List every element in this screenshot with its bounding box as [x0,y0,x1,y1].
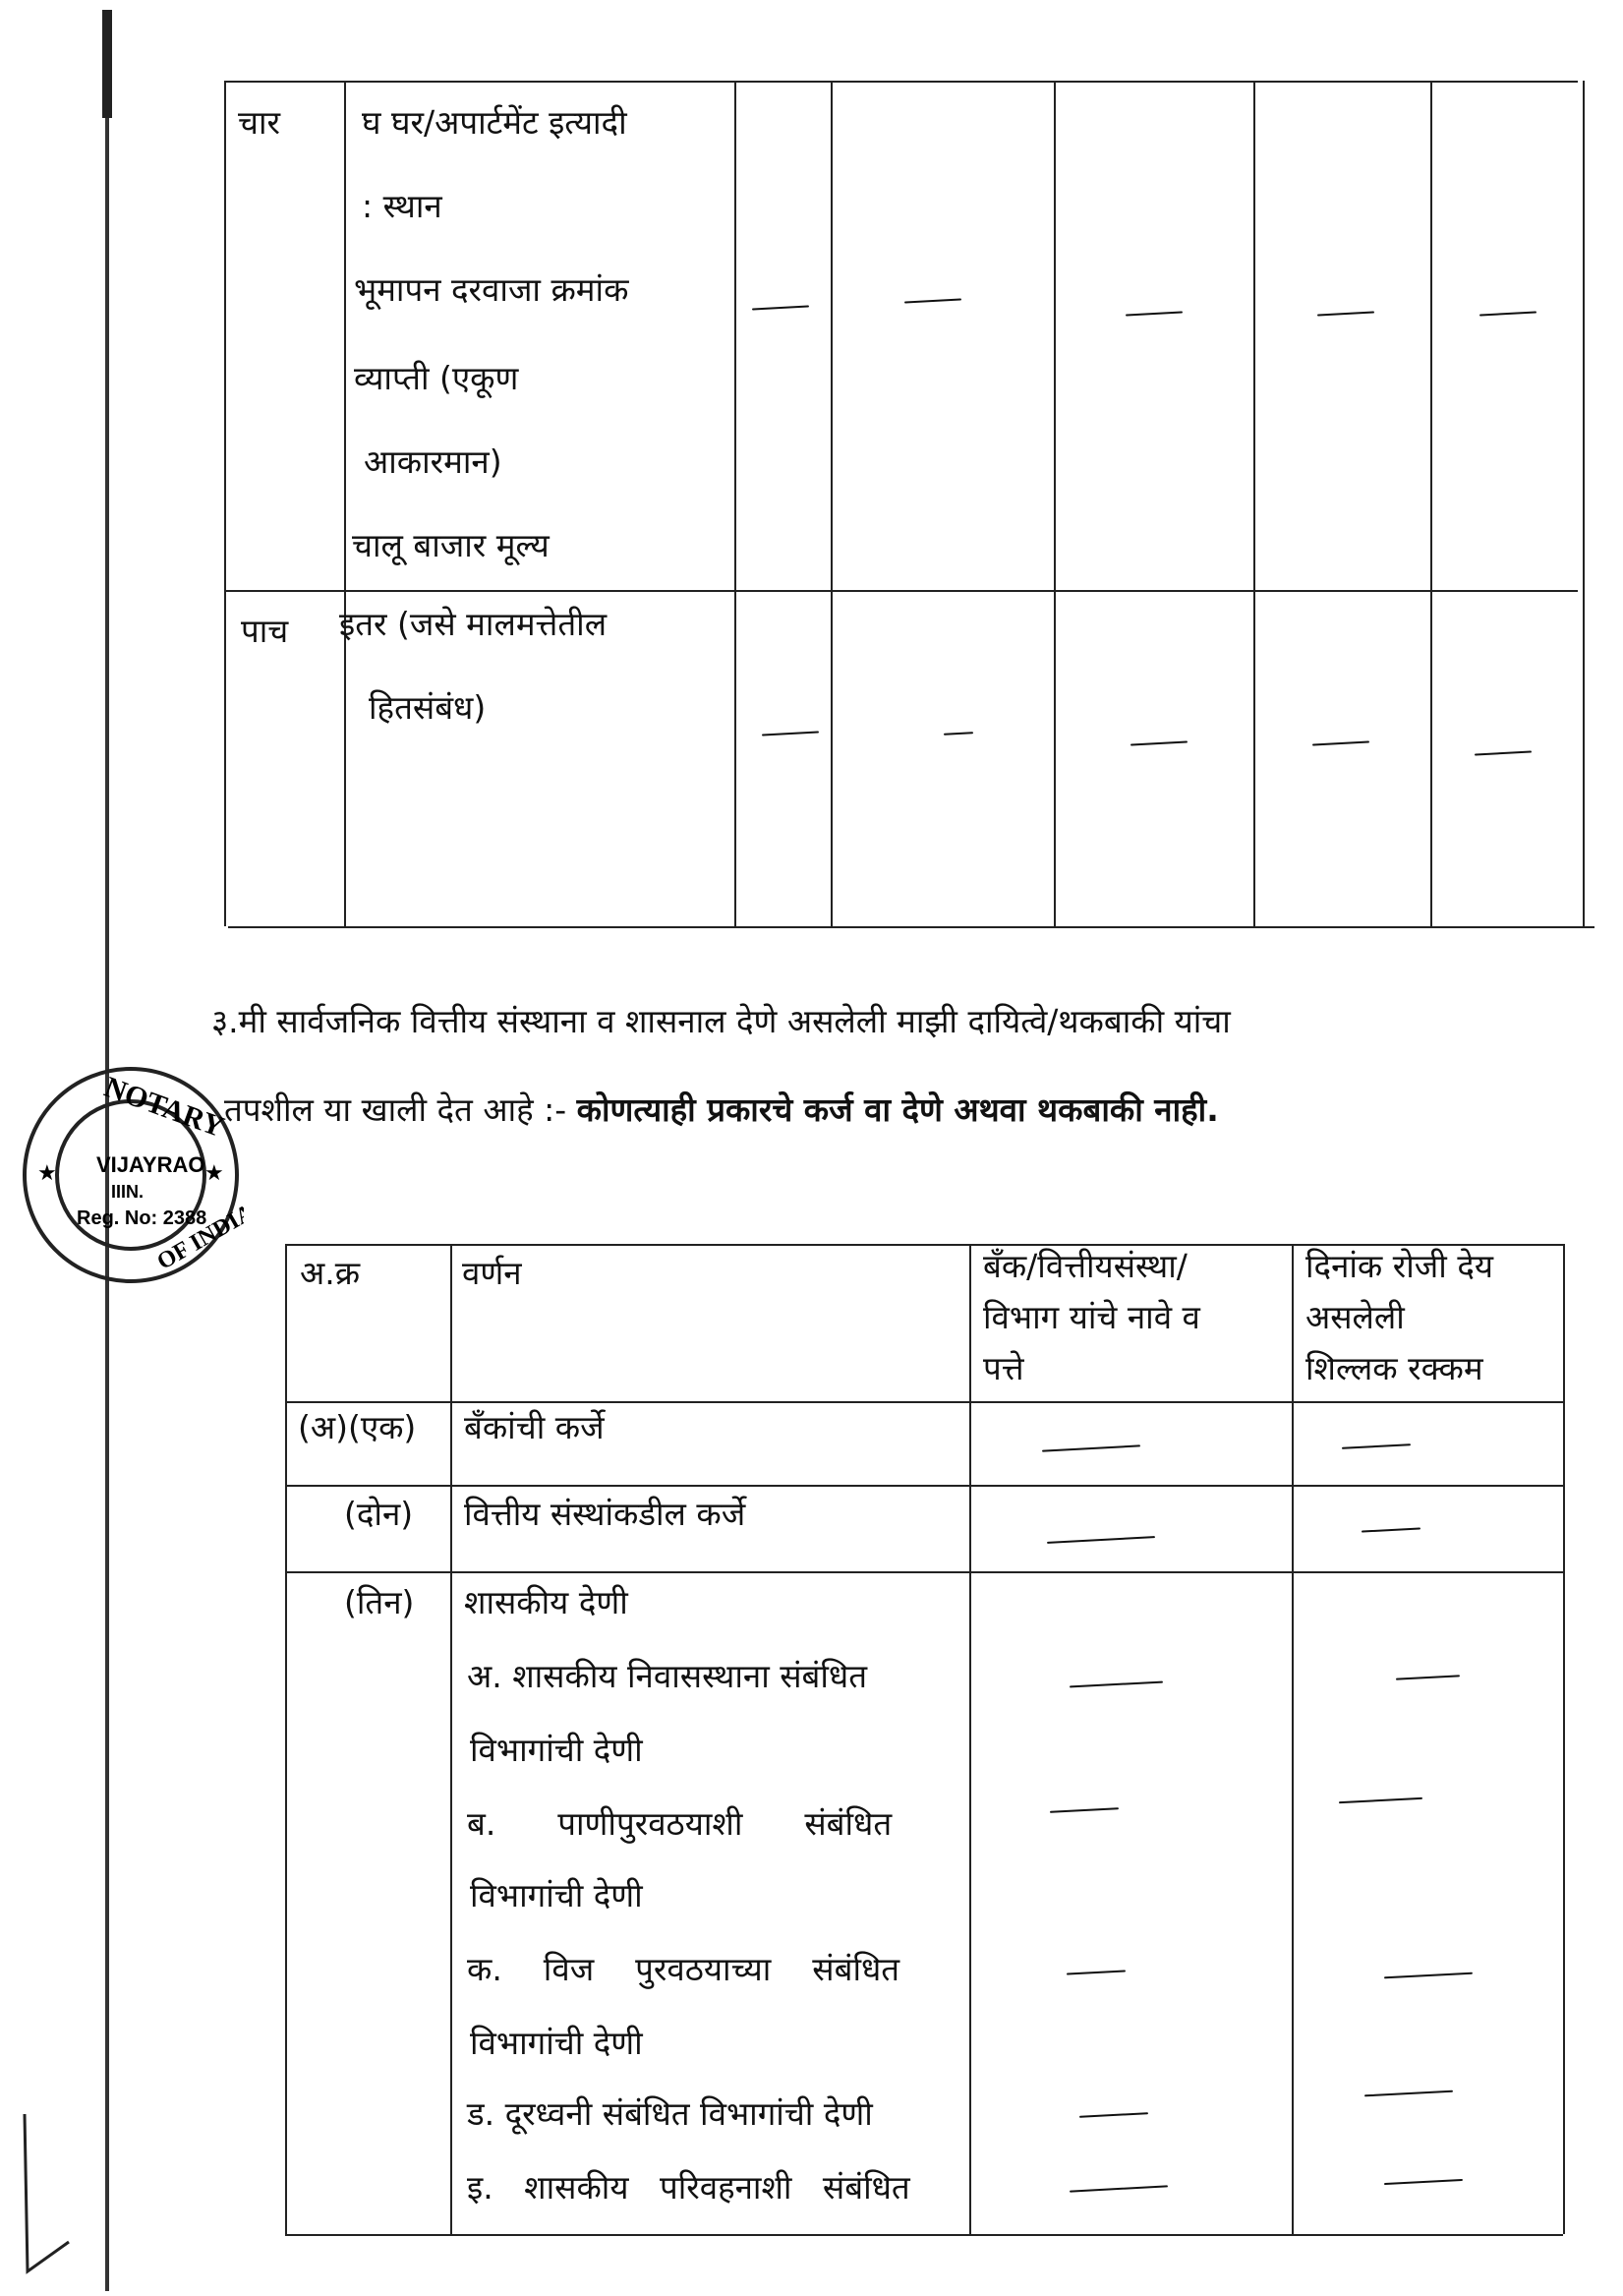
empty-value-dash [1317,311,1374,316]
row-number: (दोन) [344,1495,414,1533]
section3-no-liabilities: कोणत्याही प्रकारचे कर्ज वा देणे अथवा थकबाकी नाही. [576,1090,1219,1129]
notary-stamp [18,1062,244,1288]
subitem-line: ड. दूरध्वनी संबंधित विभागांची देणी [467,2094,873,2133]
empty-value-dash [1130,740,1188,745]
subitem-line: अ. शासकीय निवासस्थाना संबंधित [467,1657,868,1695]
svg-text:★: ★ [37,1161,57,1186]
header-description: वर्णन [462,1254,522,1292]
header-bank-line: पत्ते [983,1349,1024,1387]
empty-value-dash [1364,2090,1453,2097]
header-bank-line: विभाग यांचे नावे व [983,1298,1200,1336]
subitem-line: इ. शासकीय परिवहनाशी संबंधित [467,2168,910,2207]
row-desc-line: भूमापन दरवाजा क्रमांक [354,270,629,309]
empty-value-dash [1475,750,1532,755]
empty-value-dash [904,298,961,303]
empty-value-dash [1067,1970,1126,1974]
row-number: पाच [241,612,289,650]
header-amount-line: दिनांक रोजी देय [1305,1247,1493,1285]
empty-value-dash [752,305,809,310]
row-number: चार [238,103,280,142]
empty-value-dash [1362,1527,1420,1532]
empty-value-dash [1047,1536,1155,1544]
subitem-line: विभागांची देणी [470,2024,643,2062]
margin-line-thick [102,10,112,118]
pen-mark-icon [10,2104,98,2281]
subitem-line: ब. पाणीपुरवठयाशी संबंधित [467,1804,893,1843]
header-amount-line: असलेली [1305,1298,1405,1336]
row-description: वित्तीय संस्थांकडील कर्जे [464,1495,746,1533]
header-bank-line: बँक/वित्तीयसंस्था/ [983,1247,1188,1285]
empty-value-dash [944,732,973,736]
empty-value-dash [1384,1972,1473,1979]
row-description: शासकीय देणी [464,1583,628,1621]
row-desc-line: इतर (जसे मालमत्तेतील [339,605,608,643]
empty-value-dash [1126,311,1183,316]
empty-value-dash [1070,2185,1168,2192]
empty-value-dash [1079,2112,1148,2118]
empty-value-dash [1042,1444,1140,1451]
svg-text:VIJAYRAO: VIJAYRAO [96,1152,205,1177]
svg-text:Reg. No: 2388: Reg. No: 2388 [77,1207,207,1229]
subitem-line: विभागांची देणी [470,1876,643,1914]
empty-value-dash [1070,1681,1163,1688]
row-desc-line: हितसंबंध) [369,688,487,727]
empty-value-dash [1312,740,1369,745]
header-amount-line: शिल्लक रक्कम [1305,1349,1483,1387]
row-desc-line: व्याप्ती (एकूण [354,359,519,397]
empty-value-dash [1342,1443,1411,1449]
empty-value-dash [1339,1797,1422,1803]
row-number: (अ)(एक) [298,1408,417,1446]
svg-text:OF INDIA: OF INDIA [152,1199,244,1275]
subitem-line: क. विज पुरवठयाच्या संबंधित [467,1950,900,1988]
svg-text:IIIN.: IIIN. [111,1182,145,1202]
row-desc-line: घ घर/अपार्टमेंट इत्यादी [362,103,627,142]
svg-text:NOTARY: NOTARY [99,1070,229,1145]
row-number: (तिन) [344,1583,415,1621]
row-desc-line: आकारमान) [364,442,502,481]
empty-value-dash [762,731,819,736]
row-desc-line: चालू बाजार मूल्य [352,526,550,564]
row-desc-line: : स्थान [362,187,442,225]
header-serial: अ.क्र [300,1254,361,1292]
section3-line1: ३.मी सार्वजनिक वित्तीय संस्थाना व शासनाल देणे असलेली माझी दायित्वे/थकबाकी यांचा [211,1002,1231,1040]
empty-value-dash [1479,311,1536,316]
notary-seal-icon [18,1062,244,1288]
subitem-line: विभागांची देणी [470,1731,643,1769]
section3-line2-prefix: तपशील या खाली देत आहे :- [224,1090,577,1129]
empty-value-dash [1384,2179,1463,2185]
empty-value-dash [1396,1675,1460,1679]
empty-value-dash [1050,1807,1119,1813]
svg-text:★: ★ [204,1161,224,1186]
row-description: बँकांची कर्जे [464,1408,605,1446]
section3-line2 [224,1087,1219,1131]
